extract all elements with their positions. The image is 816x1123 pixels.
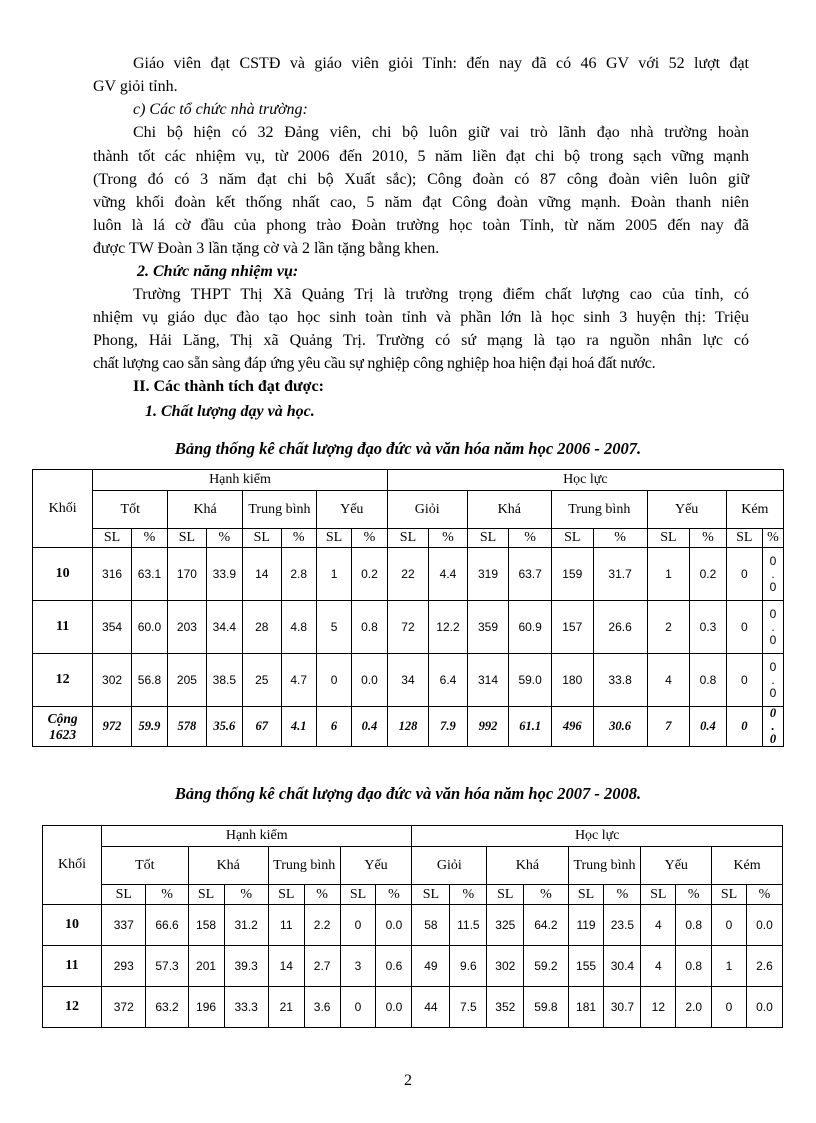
value-cell: 60.9: [509, 601, 552, 654]
khoi-cell: 12: [43, 987, 102, 1028]
value-cell: 359: [467, 601, 509, 654]
value-cell: 33.8: [593, 654, 647, 707]
sl-label: SL: [340, 885, 376, 905]
pct-label: %: [676, 885, 712, 905]
value-cell: 0: [726, 654, 762, 707]
value-cell: 23.5: [604, 905, 641, 946]
value-cell: 57.3: [146, 946, 188, 987]
value-cell: 59.0: [509, 654, 552, 707]
value-cell: 33.9: [206, 548, 242, 601]
value-cell: 196: [188, 987, 224, 1028]
sl-label: SL: [726, 529, 762, 548]
sl-label: SL: [102, 885, 146, 905]
value-cell: 1: [316, 548, 351, 601]
sl-label: SL: [316, 529, 351, 548]
value-cell: 30.6: [593, 707, 647, 747]
value-cell: 578: [168, 707, 206, 747]
paragraph-line: thành tốt các nhiệm vụ, từ 2006 đến 2010, 5 năm liền đạt chi bộ trong sạch vững mạnh: [93, 148, 749, 165]
value-cell: 59.8: [524, 987, 568, 1028]
value-cell: 0: [726, 548, 762, 601]
value-cell: 4.8: [281, 601, 316, 654]
section-heading-II: II. Các thành tích đạt được:: [133, 378, 324, 395]
value-cell: 11: [268, 905, 304, 946]
pct-label: %: [746, 885, 782, 905]
pct-label: %: [206, 529, 242, 548]
value-cell: 4: [641, 946, 676, 987]
value-cell: 28: [243, 601, 281, 654]
value-cell: 293: [102, 946, 146, 987]
value-cell: 972: [93, 707, 131, 747]
header-hanh-kiem: Hạnh kiểm: [93, 470, 387, 491]
value-cell: 4.7: [281, 654, 316, 707]
value-cell: 203: [168, 601, 206, 654]
value-cell: 496: [551, 707, 593, 747]
value-cell: 39.3: [224, 946, 268, 987]
sl-label: SL: [188, 885, 224, 905]
value-cell: 30.4: [604, 946, 641, 987]
hk-yeu: Yếu: [316, 491, 387, 529]
value-cell: 21: [268, 987, 304, 1028]
sl-label: SL: [467, 529, 509, 548]
hk-trung-binh: Trung bình: [243, 491, 317, 529]
value-cell: 0.0: [352, 654, 387, 707]
hl-gioi: Giỏi: [387, 491, 467, 529]
value-cell: 2.8: [281, 548, 316, 601]
value-cell: 0.8: [690, 654, 726, 707]
section-heading-1: 1. Chất lượng dạy và học.: [145, 403, 315, 420]
sl-label: SL: [387, 529, 429, 548]
paragraph-line: Trường THPT Thị Xã Quảng Trị là trường trọng điểm chất lượng cao của tỉnh, có: [133, 286, 749, 303]
hl-gioi: Giỏi: [412, 847, 487, 885]
value-cell: 56.8: [131, 654, 167, 707]
value-cell: 0.0: [376, 905, 412, 946]
value-cell: 34.4: [206, 601, 242, 654]
value-cell: 6: [316, 707, 351, 747]
value-cell: 181: [568, 987, 604, 1028]
value-cell: 2.6: [746, 946, 782, 987]
value-cell: 4: [647, 654, 690, 707]
value-cell: 0: [712, 987, 747, 1028]
value-cell: 0.0: [746, 905, 782, 946]
sl-label: SL: [412, 885, 450, 905]
value-cell: 337: [102, 905, 146, 946]
value-cell: 1: [647, 548, 690, 601]
value-cell: 2: [647, 601, 690, 654]
hk-kha: Khá: [168, 491, 243, 529]
value-cell: 0.0: [746, 987, 782, 1028]
section-heading-2: 2. Chức năng nhiệm vụ:: [137, 263, 299, 280]
header-hanh-kiem: Hạnh kiểm: [102, 826, 412, 847]
value-cell: 7.5: [450, 987, 487, 1028]
value-cell: 34: [387, 654, 429, 707]
value-cell: 5: [316, 601, 351, 654]
value-cell: 3.6: [304, 987, 340, 1028]
hl-yeu: Yếu: [641, 847, 712, 885]
value-cell: 31.7: [593, 548, 647, 601]
value-cell: 325: [487, 905, 524, 946]
value-cell: 64.2: [524, 905, 568, 946]
pct-label: %: [690, 529, 726, 548]
paragraph-line: chất lượng cao sẵn sàng đáp ứng yêu cầu sự nghiệp công nghiệp hoa hiện đại hoá đất nước.: [93, 355, 656, 372]
value-cell: 0: [340, 987, 376, 1028]
value-cell: 0.3: [690, 601, 726, 654]
sl-label: SL: [487, 885, 524, 905]
value-cell: 61.1: [509, 707, 552, 747]
value-cell: 354: [93, 601, 131, 654]
value-cell: 31.2: [224, 905, 268, 946]
value-cell: 316: [93, 548, 131, 601]
value-cell: 60.0: [131, 601, 167, 654]
value-cell: 4.1: [281, 707, 316, 747]
value-cell: 201: [188, 946, 224, 987]
value-cell: 155: [568, 946, 604, 987]
value-cell: 49: [412, 946, 450, 987]
value-cell: 0.6: [376, 946, 412, 987]
value-cell: 14: [268, 946, 304, 987]
value-cell: 0: [726, 601, 762, 654]
value-cell: 314: [467, 654, 509, 707]
value-cell: 0: [712, 905, 747, 946]
sl-label: SL: [647, 529, 690, 548]
value-cell: 0.0: [376, 987, 412, 1028]
header-khoi: Khối: [43, 826, 102, 905]
value-cell: 158: [188, 905, 224, 946]
value-cell: 0 . 0: [763, 707, 784, 747]
pct-label: %: [450, 885, 487, 905]
value-cell: 319: [467, 548, 509, 601]
table1-caption: Bảng thống kê chất lượng đạo đức và văn hóa năm học 2006 - 2007.: [174, 439, 642, 458]
pct-label: %: [146, 885, 188, 905]
khoi-cell: 10: [33, 548, 93, 601]
hl-trung-binh: Trung bình: [551, 491, 647, 529]
value-cell: 25: [243, 654, 281, 707]
value-cell: 992: [467, 707, 509, 747]
value-cell: 0.4: [690, 707, 726, 747]
pct-label: %: [509, 529, 552, 548]
hl-trung-binh: Trung bình: [568, 847, 641, 885]
value-cell: 302: [487, 946, 524, 987]
khoi-cell: 11: [43, 946, 102, 987]
sl-label: SL: [168, 529, 206, 548]
value-cell: 0.8: [676, 905, 712, 946]
hl-kem: Kém: [712, 847, 783, 885]
header-hoc-luc: Học lực: [412, 826, 783, 847]
khoi-cell: Cộng 1623: [33, 707, 93, 747]
value-cell: 9.6: [450, 946, 487, 987]
value-cell: 0.4: [352, 707, 387, 747]
value-cell: 0.8: [352, 601, 387, 654]
pct-label: %: [763, 529, 784, 548]
paragraph-line: (Trong đó có 3 năm đạt chi bộ Xuất sắc); Công đoàn có 87 công đoàn viên luôn giữ: [93, 171, 749, 188]
sl-label: SL: [551, 529, 593, 548]
sl-label: SL: [93, 529, 131, 548]
table-row: [33, 654, 784, 707]
sl-label: SL: [243, 529, 281, 548]
total-row: [33, 707, 784, 747]
header-hoc-luc: Học lực: [387, 470, 783, 491]
value-cell: 0 . 0: [763, 548, 784, 601]
value-cell: 0 . 0: [763, 601, 784, 654]
hl-kha: Khá: [467, 491, 551, 529]
pct-label: %: [131, 529, 167, 548]
khoi-cell: 11: [33, 601, 93, 654]
page-number: 2: [404, 1072, 412, 1089]
value-cell: 0.2: [352, 548, 387, 601]
hk-kha: Khá: [188, 847, 268, 885]
value-cell: 0.2: [690, 548, 726, 601]
value-cell: 372: [102, 987, 146, 1028]
table-row: [43, 987, 783, 1028]
value-cell: 59.2: [524, 946, 568, 987]
value-cell: 6.4: [429, 654, 467, 707]
value-cell: 157: [551, 601, 593, 654]
value-cell: 66.6: [146, 905, 188, 946]
pct-label: %: [304, 885, 340, 905]
value-cell: 63.2: [146, 987, 188, 1028]
value-cell: 38.5: [206, 654, 242, 707]
section-heading-c: c) Các tổ chức nhà trường:: [133, 101, 308, 118]
value-cell: 7: [647, 707, 690, 747]
pct-label: %: [604, 885, 641, 905]
paragraph-line: nhiệm vụ giáo dục đào tạo học sinh toàn tỉnh và phần lớn là học sinh 3 huyện thị: Triệu: [93, 309, 749, 326]
value-cell: 26.6: [593, 601, 647, 654]
khoi-cell: 12: [33, 654, 93, 707]
value-cell: 302: [93, 654, 131, 707]
paragraph-line: Chi bộ hiện có 32 Đảng viên, chi bộ luôn giữ vai trò lãnh đạo nhà trường hoàn: [133, 124, 749, 141]
hk-tot: Tốt: [93, 491, 168, 529]
value-cell: 352: [487, 987, 524, 1028]
table2-caption: Bảng thống kê chất lượng đạo đức và văn hóa năm học 2007 - 2008.: [174, 784, 642, 803]
table-row: [43, 946, 783, 987]
sl-label: SL: [641, 885, 676, 905]
pct-label: %: [429, 529, 467, 548]
paragraph-line: GV giỏi tỉnh.: [93, 78, 178, 95]
value-cell: 11.5: [450, 905, 487, 946]
table-2006-2007: [32, 469, 784, 747]
value-cell: 1: [712, 946, 747, 987]
header-khoi: Khối: [33, 470, 93, 548]
hk-yeu: Yếu: [340, 847, 412, 885]
pct-label: %: [593, 529, 647, 548]
value-cell: 4: [641, 905, 676, 946]
sl-label: SL: [712, 885, 747, 905]
value-cell: 63.7: [509, 548, 552, 601]
value-cell: 170: [168, 548, 206, 601]
value-cell: 180: [551, 654, 593, 707]
value-cell: 205: [168, 654, 206, 707]
paragraph-line: Phong, Hải Lăng, Thị xã Quảng Trị. Trường có sứ mạng là tạo ra nguồn nhân lực có: [93, 332, 749, 349]
hk-tot: Tốt: [102, 847, 189, 885]
hl-kha: Khá: [487, 847, 568, 885]
value-cell: 119: [568, 905, 604, 946]
sl-label: SL: [268, 885, 304, 905]
value-cell: 0 . 0: [763, 654, 784, 707]
paragraph-line: vững khối đoàn kết thống nhất cao, 5 năm đạt Công đoàn vững mạnh. Đoàn thanh niên: [93, 194, 749, 211]
value-cell: 22: [387, 548, 429, 601]
pct-label: %: [281, 529, 316, 548]
value-cell: 12.2: [429, 601, 467, 654]
value-cell: 67: [243, 707, 281, 747]
value-cell: 3: [340, 946, 376, 987]
value-cell: 2.0: [676, 987, 712, 1028]
pct-label: %: [524, 885, 568, 905]
paragraph-line: được TW Đoàn 3 lần tặng cờ và 2 lần tặng bằng khen.: [93, 240, 440, 257]
value-cell: 58: [412, 905, 450, 946]
pct-label: %: [224, 885, 268, 905]
khoi-cell: 10: [43, 905, 102, 946]
hl-yeu: Yếu: [647, 491, 726, 529]
hk-trung-binh: Trung bình: [268, 847, 340, 885]
value-cell: 0: [726, 707, 762, 747]
value-cell: 35.6: [206, 707, 242, 747]
table-2007-2008: [42, 825, 783, 1028]
hl-kem: Kém: [726, 491, 783, 529]
value-cell: 159: [551, 548, 593, 601]
value-cell: 12: [641, 987, 676, 1028]
value-cell: 4.4: [429, 548, 467, 601]
pct-label: %: [352, 529, 387, 548]
value-cell: 2.2: [304, 905, 340, 946]
value-cell: 14: [243, 548, 281, 601]
value-cell: 63.1: [131, 548, 167, 601]
value-cell: 0: [340, 905, 376, 946]
value-cell: 128: [387, 707, 429, 747]
value-cell: 7.9: [429, 707, 467, 747]
pct-label: %: [376, 885, 412, 905]
value-cell: 59.9: [131, 707, 167, 747]
table-row: [33, 601, 784, 654]
value-cell: 44: [412, 987, 450, 1028]
value-cell: 33.3: [224, 987, 268, 1028]
value-cell: 0.8: [676, 946, 712, 987]
value-cell: 0: [316, 654, 351, 707]
table-row: [43, 905, 783, 946]
paragraph-line: Giáo viên đạt CSTĐ và giáo viên giỏi Tỉnh: đến nay đã có 46 GV với 52 lượt đạt: [133, 55, 749, 72]
value-cell: 30.7: [604, 987, 641, 1028]
table-row: [33, 548, 784, 601]
paragraph-line: luôn là lá cờ đầu của phong trào Đoàn trường học toàn Tỉnh, từ năm 2005 đến nay đã: [93, 217, 749, 234]
value-cell: 2.7: [304, 946, 340, 987]
sl-label: SL: [568, 885, 604, 905]
value-cell: 72: [387, 601, 429, 654]
